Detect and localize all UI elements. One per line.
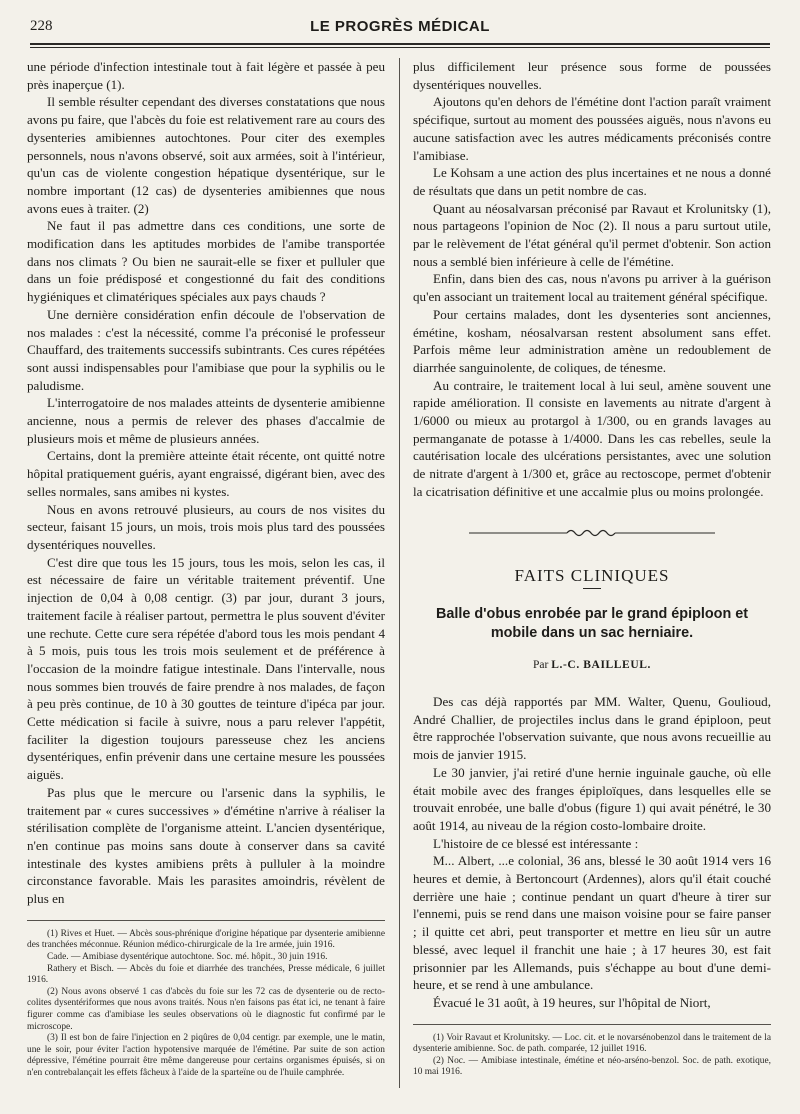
paragraph: une période d'infection intestinale tout à fait légère et passée à peu près inaperçue (1).	[27, 59, 385, 92]
paragraph: Quant au néosalvarsan préconisé par Ravaut et Krolunitsky (1), nous partageons l'opinion de Noc (2). Il nous a paru surtout utile, par le relèvement de l'état général qu'il permet d'obtenir. Son action nous a semblé bien inférieure à celle de l'émétine.	[413, 200, 771, 269]
running-header	[30, 18, 770, 40]
article-title: Balle d'obus enrobée par le grand épiploon et mobile dans un sac herniaire.	[435, 606, 749, 642]
paragraph: Ne faut il pas admettre dans ces conditions, une sorte de modification dans les aptitudes morbides de l'amibe transportée dans nos climats ? Ou bien ne saurait-elle se fixer et pulluler que dans un foie prédisposé et congestionné du fait des conditions hygiéniques et climatériques spéciales aux pays chauds ?	[27, 218, 385, 305]
left-column	[27, 58, 385, 1079]
paragraph: Au contraire, le traitement local à lui seul, amène souvent une rapide amélioration. Il consiste en lavements au nitrate d'argent à 1/6000 ou mieux au protargol à 1/300, ou en grands lavages au permanganate de potasse à 1/4000. Dans les cas rebelles, seule la cautérisation locale des ulcérations persistantes, avec une solution de nitrate d'argent à 1/300 et, grâce au rectoscope, permet d'obtenir la cicatrisation définitive et une accalmie plus ou moins prolongée.	[413, 377, 771, 499]
footnote: Rathery et Bisch. — Abcès du foie et diarrhée des tranchées, Presse médicale, 6 juillet 1916.	[27, 963, 385, 986]
author-prefix: Par	[533, 659, 552, 672]
section-title-rule	[583, 588, 601, 589]
footnote: (1) Rives et Huet. — Abcès sous-phrénique d'origine hépatique par dysenterie amibienne des tranchées méconnue. Réunion médico-chirurgicale de la 1re armée, juin 1916.	[27, 928, 385, 951]
paragraph: Le Kohsam a une action des plus incertaines et ne nous a donné de résultats que dans un petit nombre de cas.	[413, 165, 771, 198]
author-line	[413, 657, 771, 675]
footnote-separator	[27, 920, 385, 921]
paragraph: C'est dire que tous les 15 jours, tous les mois, selon les cas, il est nécessaire de faire un véritable traitement préventif. Une injection de 0,04 à 0,08 centigr. (3) par jour, durant 3 jours, traitement facile à réaliser partout, permettra le plus souvent d'éviter une rechute. Cette cure sera répétée d'abord tous les mois pendant 4 à 5 mois, puis tous les trois mois seulement et de préférence à l'occasion de la moindre fatigue intestinale. Dans l'intervalle, nous nous sommes bien trouvés de faire prendre à nos malades, de façon à peu près continue, de 10 à 30 gouttes de teinture d'ipéca par jour. Cette médication si facile à suivre, nous a paru relever l'appétit, faciliter la digestion toujours paresseuse chez les anciens dysentériques, enfin prévenir dans une certaine mesure les poussées aiguës.	[27, 554, 385, 783]
footnote: (3) Il est bon de faire l'injection en 2 piqûres de 0,04 centigr. par exemple, une le matin, une le soir, pour éviter l'action hypotensive marquée de l'émétine. Par suite de son action dépressive, l'émétine pourrait être même dangereuse pour certains organismes épuisés, si on n'en contrebalançait les effets fâcheux à l'aide de la sparteïne ou de l'huile camphrée.	[27, 1033, 385, 1078]
journal-title: LE PROGRÈS MÉDICAL	[310, 18, 490, 35]
section-title: FAITS CLINIQUES	[514, 565, 670, 585]
paragraph: Évacué le 31 août, à 19 heures, sur l'hôpital de Niort,	[433, 994, 711, 1010]
paragraph: Une dernière considération enfin découle de l'observation de nos malades : c'est la nécessité, comme l'a préconisé le professeur Chauffard, des traitements successifs subintrants. Ces cures répétées sont aussi indispensables pour l'amibiase que pour la syphilis ou le paludisme.	[27, 306, 385, 393]
paragraph: Le 30 janvier, j'ai retiré d'une hernie inguinale gauche, où elle était mobile avec des franges épiploïques, dans lesquelles elle se trouvait enrobée, une balle d'obus (figure 1) qui avait pénétré, le 30 août 1914, au niveau de la région costo-lombaire droite.	[413, 764, 771, 833]
author-name: L.-C. BAILLEUL.	[551, 659, 651, 672]
footnote: (2) Nous avons observé 1 cas d'abcès du foie sur les 72 cas de dysenterie ou de recto-colites dysentériformes que nous avons traités. Nous n'en faisons pas état ici, ne tenant à faire figurer comme cas d'amibiase les seules observations où le diagnostic fut confirmé par le microscope.	[27, 986, 385, 1032]
paragraph: plus difficilement leur présence sous forme de poussées dysentériques nouvelles.	[413, 59, 771, 92]
footnote-separator	[413, 1024, 771, 1025]
header-rule	[30, 43, 770, 45]
paragraph: Nous en avons retrouvé plusieurs, au cours de nos visites du secteur, faisant 15 jours, un mois, trois mois plus tard des poussées dysentériques nouvelles.	[27, 501, 385, 552]
paragraph: Enfin, dans bien des cas, nous n'avons pu arriver à la guérison qu'en associant un traitement local au traitement général spécifique.	[413, 271, 771, 305]
footnote: (1) Voir Ravaut et Krolunitsky. — Loc. cit. et le novarsénobenzol dans le traitement de la dysenterie amibienne. Soc. de path. comparée, 12 juillet 1916.	[413, 1032, 771, 1055]
flourish-ornament-icon	[467, 526, 717, 540]
page-number: 228	[30, 18, 53, 34]
footnote: Cade. — Amibiase dysentérique autochtone. Soc. mé. hôpit., 30 juin 1916.	[47, 951, 328, 962]
paragraph: Certains, dont la première atteinte était récente, ont quitté notre hôpital pratiquement guéris, ayant engraissé, digérant bien, avec des selles normales, sans amibes ni kystes.	[27, 448, 385, 499]
column-divider	[399, 58, 400, 1088]
paragraph: Ajoutons qu'en dehors de l'émétine dont l'action paraît vraiment spécifique, surtout au moment des poussées aiguës, nous n'avons eu aucune satisfaction avec les autres médicaments préconisés contre l'amibiase.	[413, 94, 771, 163]
paragraph: Il semble résulter cependant des diverses constatations que nous avons pu faire, que l'abcès du foie est relativement rare au cours des dysenteries amibiennes autochtones. Pour citer des exemples personnels, nous n'avons observé, soit aux armées, soit à l'intérieur, qu'un cas de violente congestion hépatique dysentérique, sur le nombre important (12 cas) de dysenteries amibiennes que nous avons eues à traiter. (2)	[27, 94, 385, 216]
right-column	[413, 58, 771, 1079]
footnote: (2) Noc. — Amibiase intestinale, émétine et néo-arséno-benzol. Soc. de path. exotique, 10 mai 1916.	[413, 1055, 771, 1078]
header-rule-thin	[30, 47, 770, 48]
paragraph: Pour certains malades, dont les dysenteries sont anciennes, émétine, kosham, néosalvarsan restent absolument sans effet. Parfois même leur administration amène un redoublement de diarrhée sanguinolente, de coliques, de ténesme.	[413, 306, 771, 375]
section-ornament	[413, 525, 771, 541]
paragraph: Pas plus que le mercure ou l'arsenic dans la syphilis, le traitement par « cures successives » d'émétine n'arrive à réaliser la stérilisation complète de l'organisme atteint. L'ancien dysentérique, n'en continue pas moins sans doute à conserver dans sa cavité intestinale des kystes amibiens prêts à pulluler à la moindre circonstance favorable. Mais les parasites amoindris, révèlent de plus en	[27, 784, 385, 907]
paragraph: M... Albert, ...e colonial, 36 ans, blessé le 30 août 1914 vers 16 heures et demie, à Bertoncourt (Ardennes), alors qu'il était couché derrière une haie ; continue pendant un quart d'heure à tirer sur l'ennemi, puis se rend dans une maison voisine pour se faire panser ; il quitte cet abri, peut transporter et mettre en lieu sûr un autre blessé, avec lequel il franchit une haie ; à 17 heures 30, est fait prisonnier par les Allemands, puis s'échappe au bout d'une demi-heure, et se rend à une ambulance.	[413, 853, 771, 993]
paragraph: L'interrogatoire de nos malades atteints de dysenterie amibienne ancienne, nous a permis de relever des phases d'accalmie de plusieurs mois et même de plusieurs années.	[27, 395, 385, 446]
paragraph: Des cas déjà rapportés par MM. Walter, Quenu, Goulioud, André Challier, de projectiles inclus dans le grand épiploon, peut être rapprochée l'observation suivante, que nous avons recueillie au mois de janvier 1915.	[413, 693, 771, 763]
paragraph: L'histoire de ce blessé est intéressante :	[433, 835, 639, 851]
